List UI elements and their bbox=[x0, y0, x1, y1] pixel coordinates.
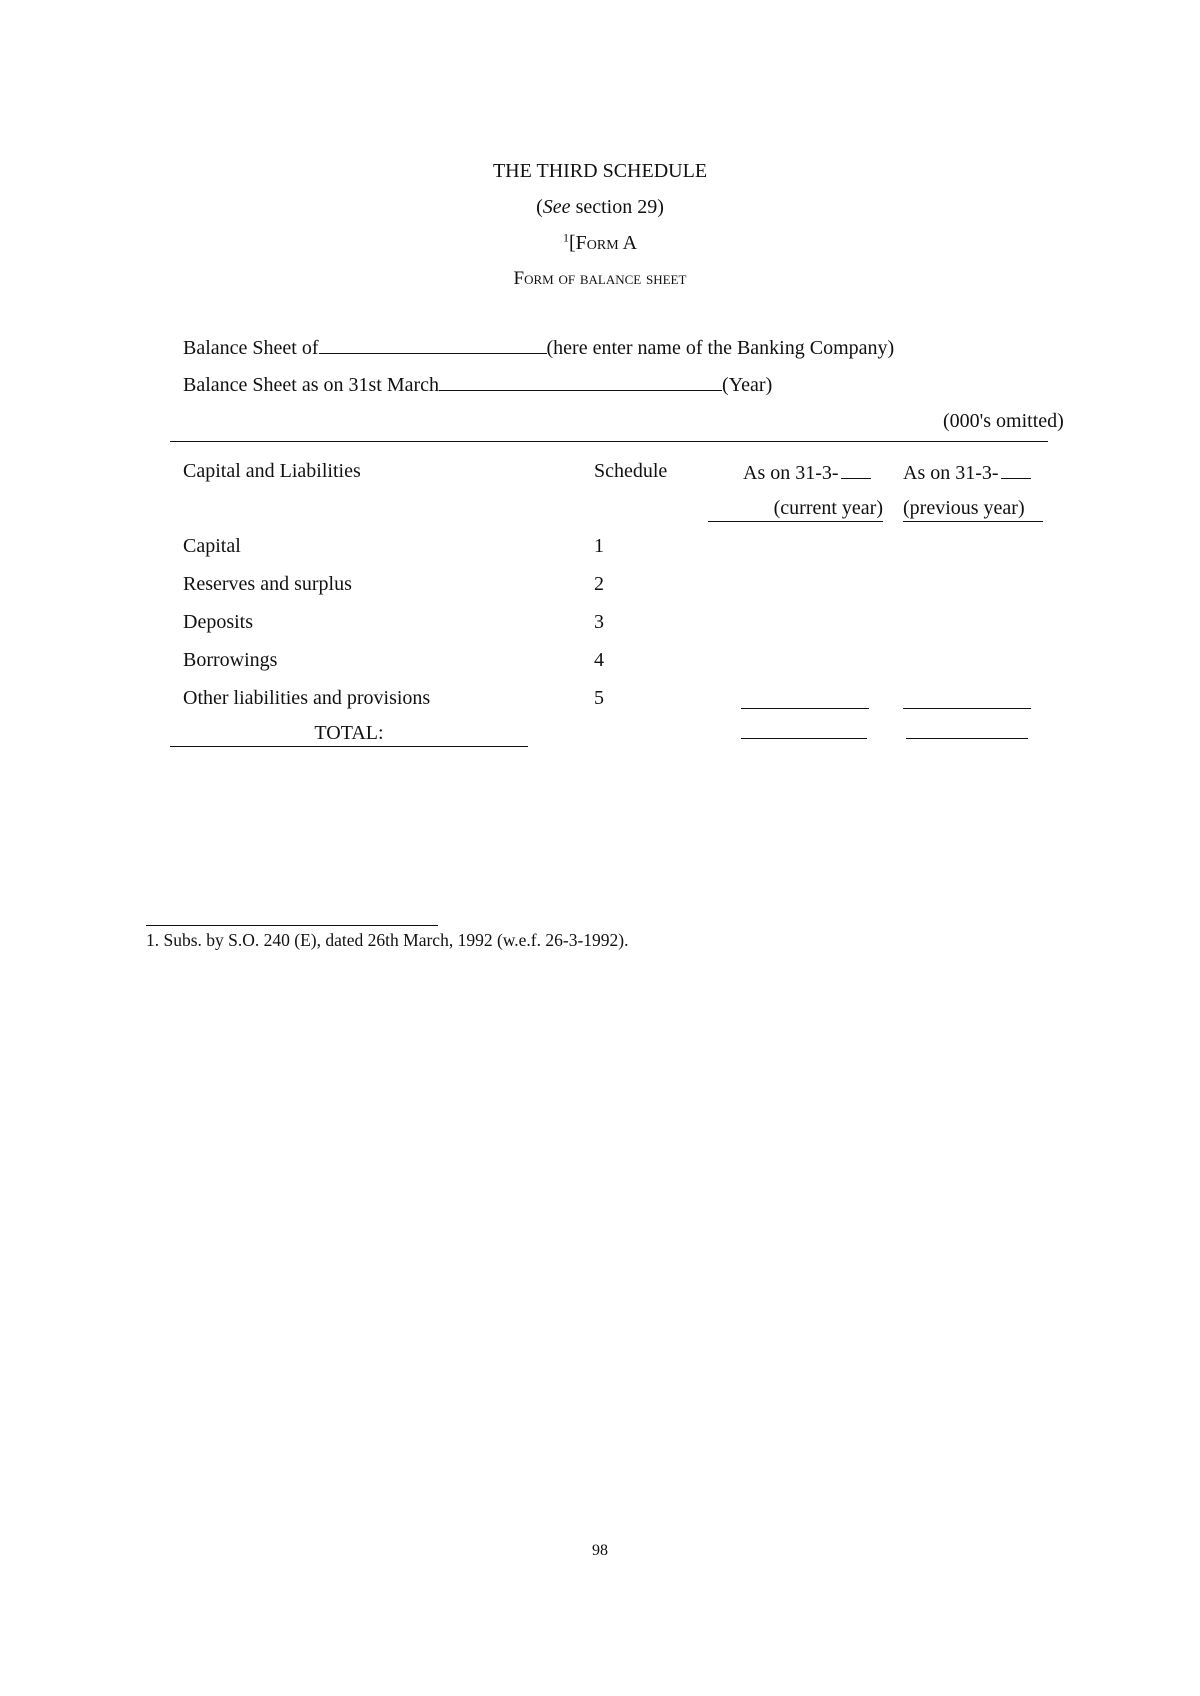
row-schedule-capital: 1 bbox=[594, 535, 604, 557]
col-header-current bbox=[743, 460, 871, 485]
col-header-previous-sub: (previous year) bbox=[903, 497, 1043, 522]
row-item-borrowings: Borrowings bbox=[183, 649, 278, 671]
see-open-paren: ( bbox=[536, 196, 543, 218]
row-schedule-borrowings: 4 bbox=[594, 649, 604, 671]
col-header-current-sub: (current year) bbox=[708, 497, 883, 522]
current-year-blank[interactable] bbox=[841, 460, 871, 479]
row-schedule-reserves: 2 bbox=[594, 573, 604, 595]
previous-total-rule bbox=[906, 738, 1028, 739]
schedule-title: THE THIRD SCHEDULE bbox=[492, 160, 708, 182]
previous-year-blank[interactable] bbox=[1001, 460, 1031, 479]
form-subtitle: Form of balance sheet bbox=[513, 268, 687, 289]
row-item-other-liabilities: Other liabilities and provisions bbox=[183, 687, 431, 709]
balance-sheet-as-on-label: Balance Sheet as on 31st March bbox=[183, 374, 440, 396]
col-header-item: Capital and Liabilities bbox=[183, 460, 361, 482]
bank-name-blank[interactable] bbox=[319, 335, 547, 354]
year-blank[interactable] bbox=[439, 372, 722, 391]
see-section-reference bbox=[0, 196, 1200, 219]
balance-sheet-as-on-line bbox=[183, 372, 772, 397]
row-item-capital: Capital bbox=[183, 535, 241, 557]
page-number: 98 bbox=[592, 1542, 608, 1559]
omitted-note: (000's omitted) bbox=[943, 410, 1064, 432]
bank-name-hint: (here enter name of the Banking Company) bbox=[546, 337, 895, 359]
balance-sheet-of-label: Balance Sheet of bbox=[183, 337, 319, 359]
see-section-text: section 29) bbox=[570, 196, 664, 218]
col-header-current-label: As on 31-3- bbox=[743, 462, 839, 484]
col-header-schedule: Schedule bbox=[594, 460, 668, 482]
footnote-separator bbox=[146, 925, 438, 926]
current-subtotal-rule bbox=[741, 708, 869, 709]
footnote-text: 1. Subs. by S.O. 240 (E), dated 26th March, 1992 (w.e.f. 26-3-1992). bbox=[146, 930, 629, 950]
total-label: TOTAL: bbox=[170, 722, 528, 747]
see-italic: See bbox=[542, 196, 571, 218]
footnote-marker: 1 bbox=[562, 230, 569, 245]
form-title: Form A bbox=[575, 232, 638, 254]
balance-sheet-of-line bbox=[183, 335, 894, 360]
row-item-reserves: Reserves and surplus bbox=[183, 573, 352, 595]
previous-subtotal-rule bbox=[903, 708, 1031, 709]
row-schedule-deposits: 3 bbox=[594, 611, 604, 633]
year-hint: (Year) bbox=[722, 374, 773, 396]
row-item-deposits: Deposits bbox=[183, 611, 253, 633]
table-top-rule bbox=[170, 441, 1048, 442]
col-header-previous bbox=[903, 460, 1031, 485]
col-header-previous-label: As on 31-3- bbox=[903, 462, 999, 484]
current-total-rule bbox=[741, 738, 867, 739]
form-a-heading bbox=[0, 232, 1200, 255]
form-bracket: [ bbox=[568, 232, 576, 254]
row-schedule-other-liabilities: 5 bbox=[594, 687, 604, 709]
